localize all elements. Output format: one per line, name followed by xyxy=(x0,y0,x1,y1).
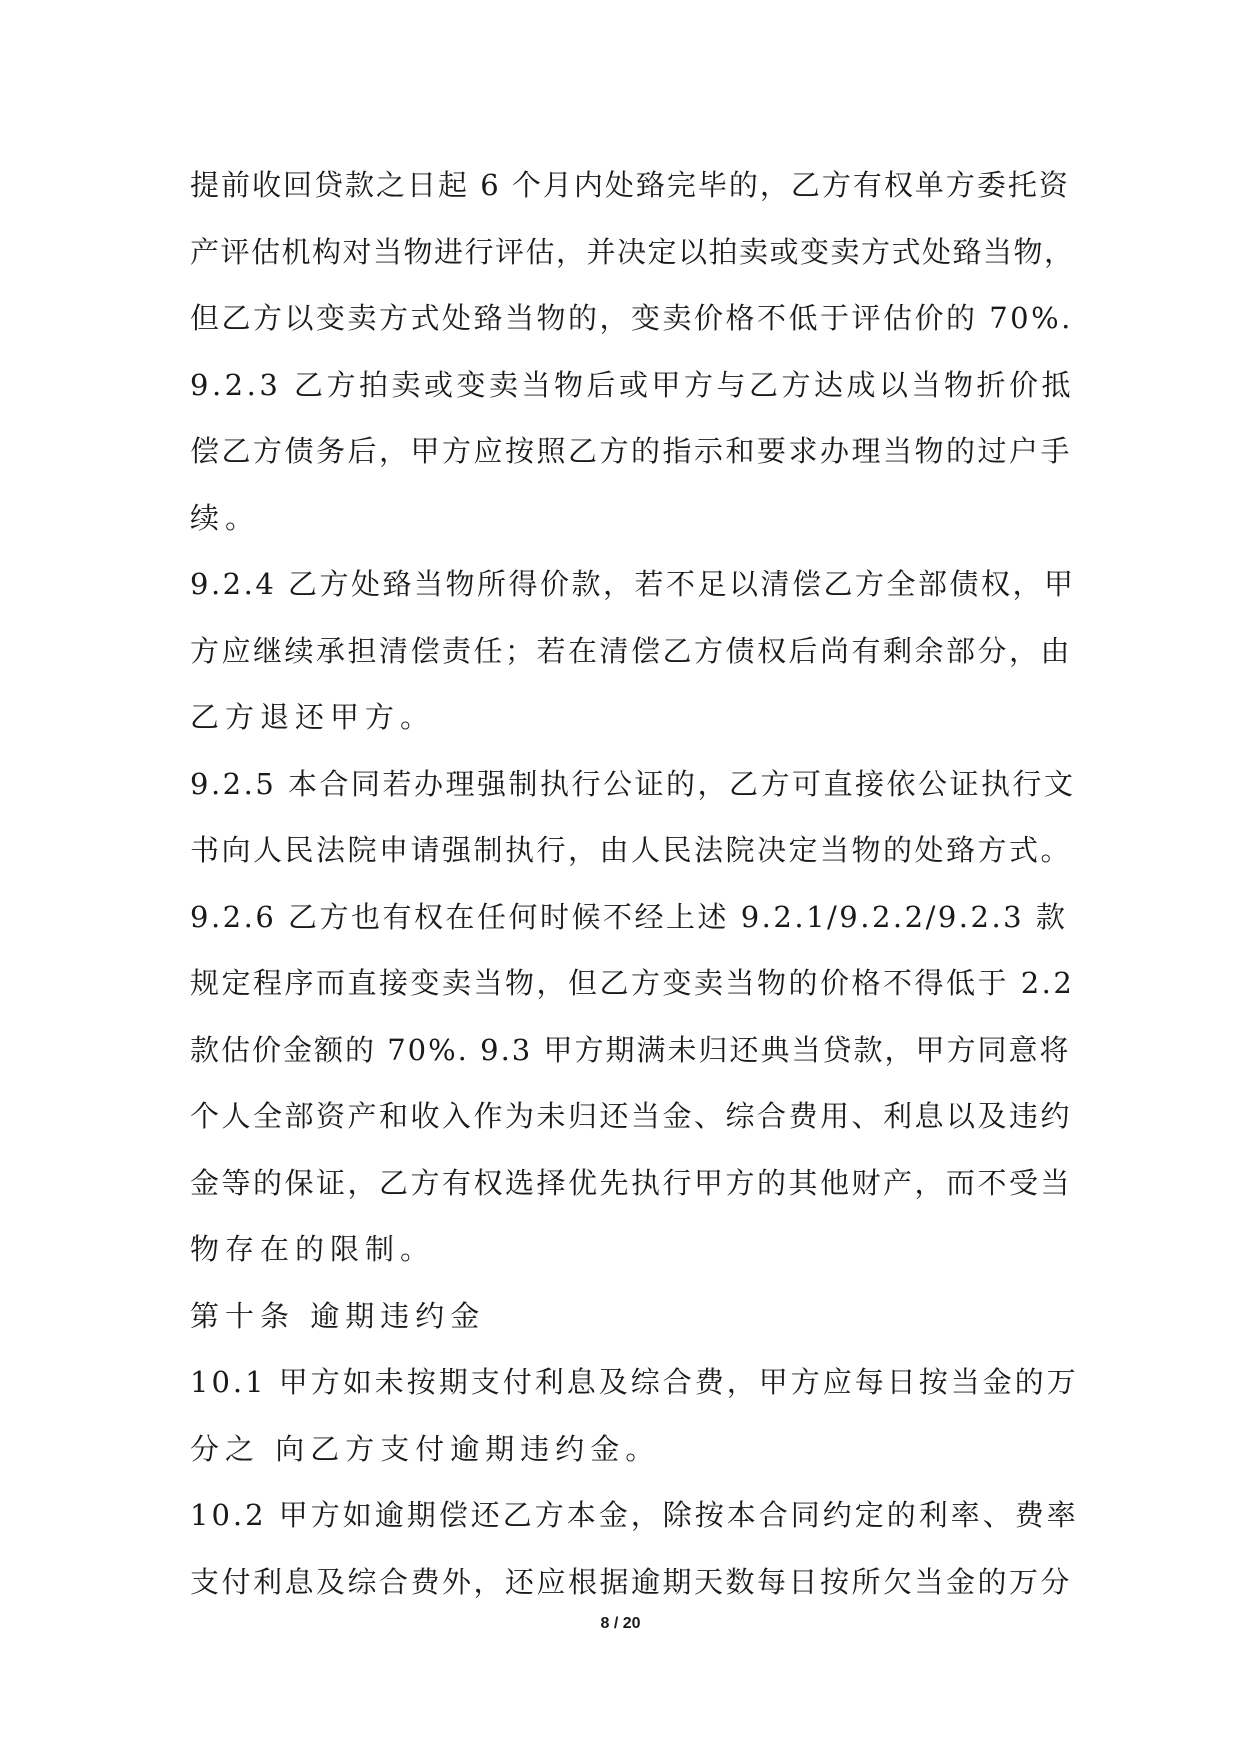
text-line: 规定程序而直接变卖当物，但乙方变卖当物的价格不得低于 2.2 xyxy=(190,966,1075,1000)
text-line: 偿乙方债务后，甲方应按照乙方的指示和要求办理当物的过户手 xyxy=(190,434,1073,468)
text-line: 物存在的限制。 xyxy=(190,1232,436,1266)
text-line: 10.2 甲方如逾期偿还乙方本金，除按本合同约定的利率、费率 xyxy=(190,1498,1079,1532)
text-line: 产评估机构对当物进行评估，并决定以拍卖或变卖方式处臵当物， xyxy=(190,234,1075,269)
text-line: 金等的保证，乙方有权选择优先执行甲方的其他财产，而不受当 xyxy=(190,1165,1073,1200)
text-line: 个人全部资产和收入作为未归还当金、综合费用、利息以及违约 xyxy=(190,1099,1073,1133)
text-line: 10.1 甲方如未按期支付利息及综合费，甲方应每日按当金的万 xyxy=(190,1365,1079,1399)
page-number: 8 / 20 xyxy=(600,1615,641,1632)
text-line: 分之 向乙方支付逾期违约金。 xyxy=(190,1431,661,1466)
section-heading: 第十条 逾期违约金 xyxy=(190,1298,486,1333)
text-line: 支付利息及综合费外，还应根据逾期天数每日按所欠当金的万分 xyxy=(190,1564,1073,1599)
text-line: 续。 xyxy=(190,500,261,535)
text-line: 提前收回贷款之日起 6 个月内处臵完毕的，乙方有权单方委托资 xyxy=(190,168,1070,202)
text-line: 9.2.6 乙方也有权在任何时候不经上述 9.2.1/9.2.2/9.2.3 款 xyxy=(190,899,1068,934)
text-line: 9.2.3 乙方拍卖或变卖当物后或甲方与乙方达成以当物折价抵 xyxy=(190,367,1075,402)
text-line: 但乙方以变卖方式处臵当物的，变卖价格不低于评估价的 70%. xyxy=(190,301,1073,335)
document-body xyxy=(190,152,1080,1615)
text-line: 方应继续承担清偿责任；若在清偿乙方债权后尚有剩余部分，由 xyxy=(190,633,1073,668)
text-line: 书向人民法院申请强制执行，由人民法院决定当物的处臵方式。 xyxy=(190,833,1073,867)
text-line: 9.2.4 乙方处臵当物所得价款，若不足以清偿乙方全部债权，甲 xyxy=(190,567,1076,601)
text-line: 9.2.5 本合同若办理强制执行公证的，乙方可直接依公证执行文 xyxy=(190,766,1076,801)
text-line: 乙方退还甲方。 xyxy=(190,700,436,734)
text-line: 款估价金额的 70%. 9.3 甲方期满未归还典当贷款，甲方同意将 xyxy=(190,1032,1071,1067)
